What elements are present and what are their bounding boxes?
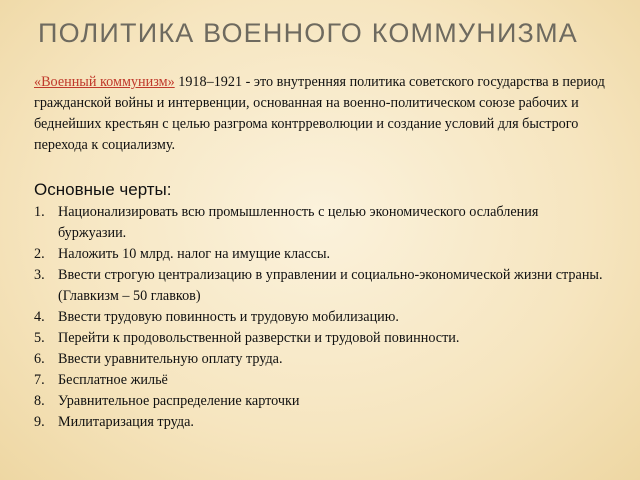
list-item [34, 307, 609, 328]
list-item-text: Наложить 10 млрд. налог на имущие классы. [58, 246, 331, 262]
list-item-text: Милитаризация труда. [58, 414, 194, 430]
list-item-text: Ввести трудовую повинность и трудовую мобилизацию. [58, 309, 399, 325]
list-item [34, 412, 609, 433]
list-item [34, 391, 609, 412]
features-list [34, 202, 609, 433]
list-item [34, 202, 609, 244]
list-item-number: 6. [34, 351, 45, 367]
list-item-number: 9. [34, 414, 45, 430]
list-item-text: Национализировать всю промышленность с целью экономического ослабления буржуазии. [58, 204, 539, 241]
slide-title: ПОЛИТИКА ВОЕННОГО КОММУНИЗМА [38, 18, 578, 48]
list-item [34, 244, 609, 265]
list-item-number: 7. [34, 372, 45, 388]
intro-years: 1918–1921 [174, 74, 246, 90]
list-item-text: Уравнительное распределение карточки [58, 393, 300, 409]
list-item [34, 265, 609, 307]
intro-text: - это внутренняя политика советского государства в период гражданской войны и интервенции, основанная на военно-политическом союзе рабочих и беднейших крестьян с целью разгрома контрреволюции и создание условий для быстрого перехода к социализму. [34, 74, 605, 153]
intro-term: «Военный коммунизм» [34, 74, 175, 90]
list-item [34, 370, 609, 391]
list-item-number: 3. [34, 267, 45, 283]
list-item-number: 1. [34, 204, 45, 220]
features-heading: Основные черты: [34, 180, 172, 199]
intro-paragraph [34, 72, 609, 156]
list-item-text: Ввести строгую централизацию в управлении и социально-экономической жизни страны. (Главкизм – 50 главков) [58, 267, 603, 304]
list-item-number: 5. [34, 330, 45, 346]
list-item [34, 328, 609, 349]
list-item [34, 349, 609, 370]
list-item-number: 8. [34, 393, 45, 409]
list-item-text: Бесплатное жильё [58, 372, 168, 388]
list-item-number: 2. [34, 246, 45, 262]
list-item-number: 4. [34, 309, 45, 325]
list-item-text: Ввести уравнительную оплату труда. [58, 351, 283, 367]
list-item-text: Перейти к продовольственной разверстки и трудовой повинности. [58, 330, 460, 346]
